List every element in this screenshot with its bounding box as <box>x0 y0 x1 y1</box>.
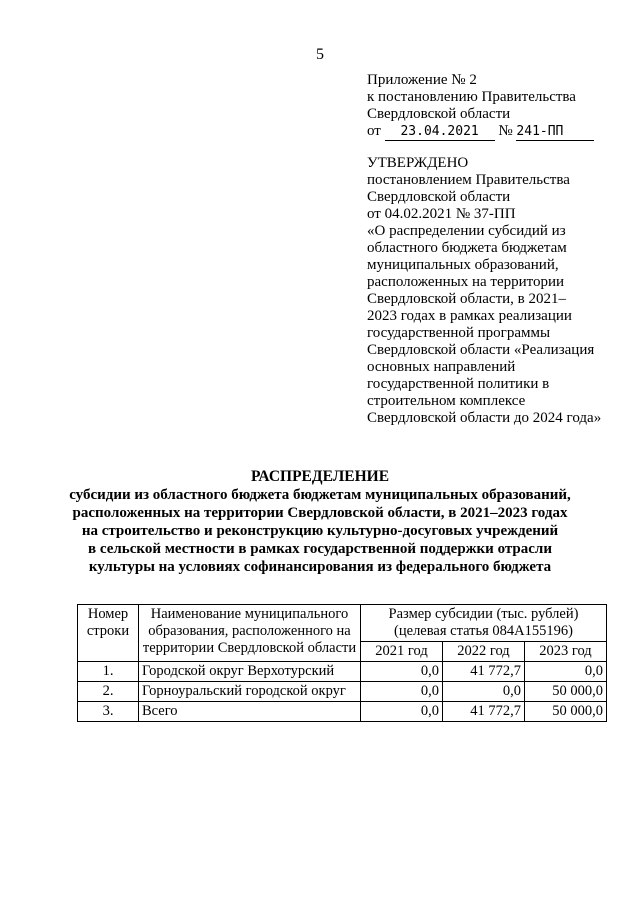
approved-line: областного бюджета бюджетам <box>367 240 567 256</box>
header-number: Номер строки <box>78 605 139 662</box>
decree-date: 23.04.2021 <box>385 123 495 141</box>
approved-line: Свердловской области «Реализация <box>367 342 595 358</box>
row-value-2021: 0,0 <box>361 702 443 722</box>
row-value-2023: 50 000,0 <box>524 702 606 722</box>
title-line: культуры на условиях софинансирования из федерального бюджета <box>88 559 552 575</box>
approved-line: Свердловской области, в 2021– <box>367 291 567 307</box>
header-size-line: (целевая статья 084А155196) <box>394 623 573 639</box>
row-value-2021: 0,0 <box>361 682 443 702</box>
approved-line: Свердловской области до 2024 года» <box>367 410 602 426</box>
decree-number: 241-ПП <box>516 123 594 141</box>
title-line: субсидии из областного бюджета бюджетам муниципальных образований, <box>69 487 571 503</box>
appendix-line: Свердловской области <box>367 106 511 122</box>
approved-line: 2023 годах в рамках реализации <box>367 308 572 324</box>
approved-line: «О распределении субсидий из <box>367 223 566 239</box>
row-value-2023: 50 000,0 <box>524 682 606 702</box>
row-number: 2. <box>78 682 139 702</box>
appendix-date-line <box>367 123 594 141</box>
table-row <box>78 662 607 682</box>
approved-block <box>367 155 601 427</box>
approved-line: муниципальных образований, <box>367 257 559 273</box>
header-year: 2022 год <box>442 642 524 662</box>
number-prefix: № <box>498 123 513 139</box>
title-line: на строительство и реконструкцию культурно-досуговых учреждений <box>81 523 559 539</box>
header-year: 2021 год <box>361 642 443 662</box>
date-prefix: от <box>367 123 381 139</box>
appendix-line: Приложение № 2 <box>367 72 477 88</box>
row-value-2022: 0,0 <box>442 682 524 702</box>
appendix-block <box>367 72 594 141</box>
approved-line: государственной программы <box>367 325 551 341</box>
title-main: РАСПРЕДЕЛЕНИЕ <box>250 468 390 485</box>
page-number: 5 <box>316 46 324 63</box>
approved-line: Свердловской области <box>367 189 511 205</box>
row-value-2022: 41 772,7 <box>442 662 524 682</box>
approved-heading: УТВЕРЖДЕНО <box>367 155 469 171</box>
approved-line: государственной политики в <box>367 376 550 392</box>
header-size <box>361 605 607 642</box>
header-name: Наименование муниципального образования, расположенного на территории Свердловской области <box>139 605 361 662</box>
approved-line: расположенных на территории <box>367 274 565 290</box>
header-year: 2023 год <box>524 642 606 662</box>
title-line: в сельской местности в рамках государственной поддержки отрасли <box>88 541 552 557</box>
subsidy-table <box>77 604 607 722</box>
row-number: 1. <box>78 662 139 682</box>
title-line: расположенных на территории Свердловской области, в 2021–2023 годах <box>72 505 568 521</box>
approved-line: основных направлений <box>367 359 516 375</box>
approved-line: от 04.02.2021 № 37-ПП <box>367 206 516 222</box>
row-value-2021: 0,0 <box>361 662 443 682</box>
row-number: 3. <box>78 702 139 722</box>
header-size-line: Размер субсидии (тыс. рублей) <box>388 606 579 622</box>
row-value-2022: 41 772,7 <box>442 702 524 722</box>
row-name: Городской округ Верхотурский <box>139 662 361 682</box>
approved-line: постановлением Правительства <box>367 172 570 188</box>
approved-line: строительном комплексе <box>367 393 526 409</box>
row-name: Горноуральский городской округ <box>139 682 361 702</box>
document-title <box>0 468 640 576</box>
row-name: Всего <box>139 702 361 722</box>
appendix-line: к постановлению Правительства <box>367 89 576 105</box>
table-row <box>78 702 607 722</box>
table-row <box>78 682 607 702</box>
row-value-2023: 0,0 <box>524 662 606 682</box>
